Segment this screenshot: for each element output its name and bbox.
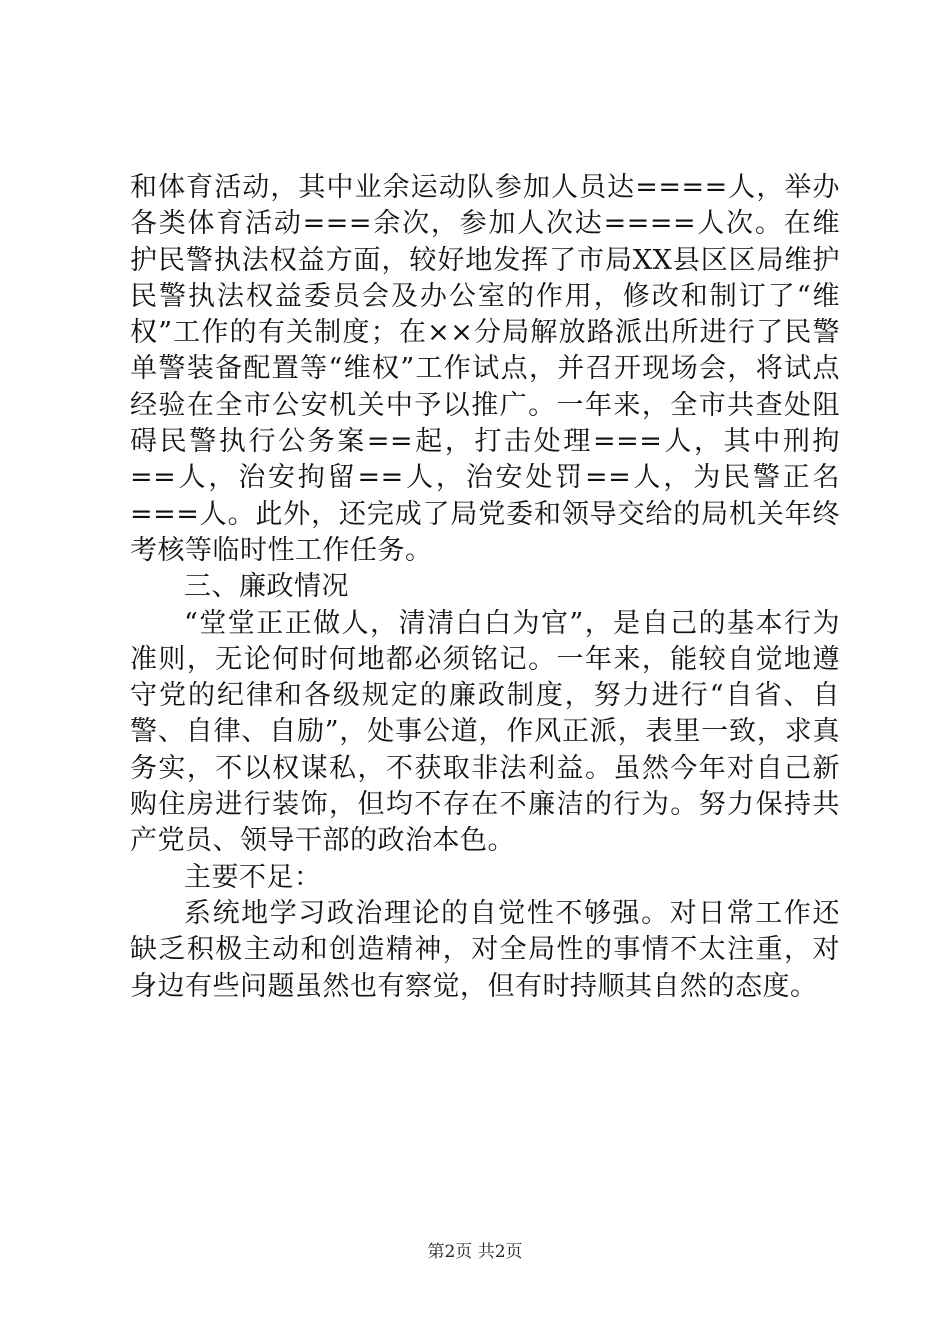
paragraph-shortcomings: 系统地学习政治理论的自觉性不够强。对日常工作还缺乏积极主动和创造精神，对全局性的事情不太注重，对身边有些问题虽然也有察觉，但有时持顺其自然的态度。 — [130, 897, 840, 1002]
paragraph-integrity: “堂堂正正做人，清清白白为官”，是自己的基本行为准则，无论何时何地都必须铭记。一年来，能较自觉地遵守党的纪律和各级规定的廉政制度，努力进行“自省、自警、自律、自励”，处事公道，作风正派，表里一致，求真务实，不以权谋私，不获取非法利益。虽然今年对自己新购住房进行装饰，但均不存在不廉洁的行为。努力保持共产党员、领导干部的政治本色。 — [130, 607, 840, 857]
section-heading-shortcomings: 主要不足： — [184, 861, 322, 893]
section-heading-integrity: 三、廉政情况 — [184, 571, 349, 603]
page-number-footer: 第2页 共2页 — [427, 1242, 523, 1262]
paragraph-sports-and-rights: 和体育活动，其中业余运动队参加人员达====人，举办各类体育活动===余次，参加人次达====人次。在维护民警执法权益方面，较好地发挥了市局XX县区区局维护民警执法权益委员会及办公室的作用，修改和制订了“维权”工作的有关制度；在××分局解放路派出所进行了民警单警装备配置等“维权”工作试点，并召开现场会，将试点经验在全市公安机关中予以推广。一年来，全市共查处阻碍民警执行公务案==起，打击处理===人，其中刑拘==人，治安拘留==人，治安处罚==人，为民警正名===人。此外，还完成了局党委和领导交给的局机关年终考核等临时性工作任务。 — [130, 172, 840, 566]
document-body — [130, 170, 840, 1005]
